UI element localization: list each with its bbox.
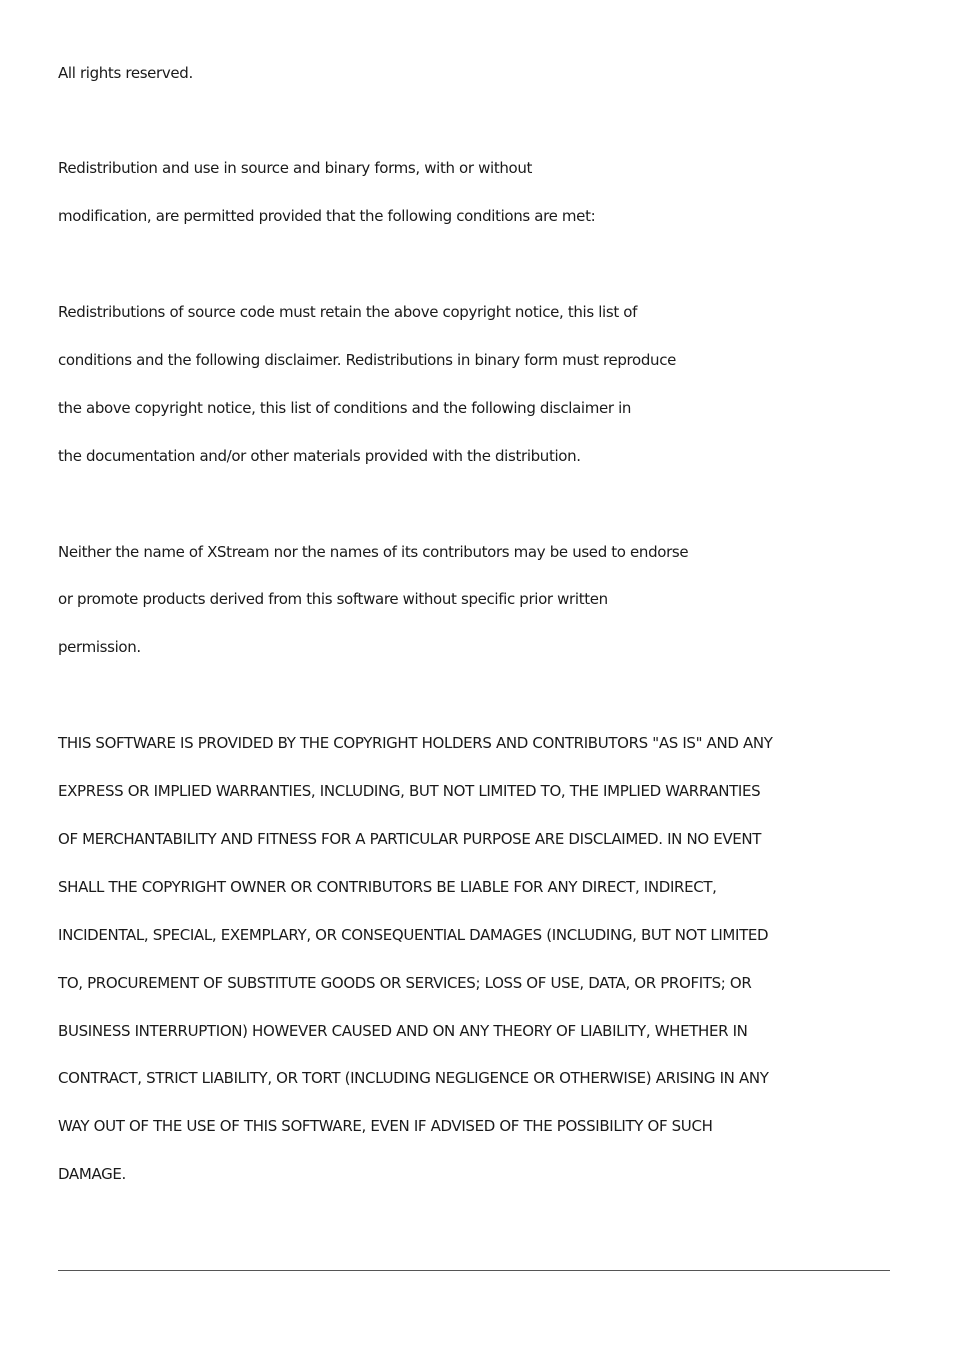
source-condition-line-2: conditions and the following disclaimer. Redistributions in binary form must reproduce bbox=[58, 351, 676, 369]
disclaimer-line-8: CONTRACT, STRICT LIABILITY, OR TORT (INCLUDING NEGLIGENCE OR OTHERWISE) ARISING IN ANY bbox=[58, 1069, 769, 1087]
endorse-condition-line-2: or promote products derived from this software without specific prior written bbox=[58, 590, 608, 608]
source-condition-line-4: the documentation and/or other materials provided with the distribution. bbox=[58, 447, 581, 465]
disclaimer-line-10: DAMAGE. bbox=[58, 1165, 126, 1183]
redistribution-line-2: modification, are permitted provided that the following conditions are met: bbox=[58, 207, 596, 225]
disclaimer-line-7: BUSINESS INTERRUPTION) HOWEVER CAUSED AND ON ANY THEORY OF LIABILITY, WHETHER IN bbox=[58, 1022, 748, 1040]
disclaimer-line-2: EXPRESS OR IMPLIED WARRANTIES, INCLUDING, BUT NOT LIMITED TO, THE IMPLIED WARRANTIES bbox=[58, 782, 761, 800]
source-condition-line-1: Redistributions of source code must retain the above copyright notice, this list of bbox=[58, 303, 638, 321]
disclaimer-line-1: THIS SOFTWARE IS PROVIDED BY THE COPYRIGHT HOLDERS AND CONTRIBUTORS "AS IS" AND ANY bbox=[58, 734, 773, 752]
disclaimer-line-3: OF MERCHANTABILITY AND FITNESS FOR A PARTICULAR PURPOSE ARE DISCLAIMED. IN NO EVENT bbox=[58, 830, 762, 848]
redistribution-line-1: Redistribution and use in source and binary forms, with or without bbox=[58, 159, 533, 177]
bottom-divider bbox=[58, 1270, 890, 1271]
disclaimer-line-6: TO, PROCUREMENT OF SUBSTITUTE GOODS OR SERVICES; LOSS OF USE, DATA, OR PROFITS; OR bbox=[58, 974, 752, 992]
endorse-condition-line-1: Neither the name of XStream nor the names of its contributors may be used to endorse bbox=[58, 543, 689, 561]
endorse-condition-line-3: permission. bbox=[58, 638, 141, 656]
disclaimer-line-5: INCIDENTAL, SPECIAL, EXEMPLARY, OR CONSEQUENTIAL DAMAGES (INCLUDING, BUT NOT LIMITED bbox=[58, 926, 769, 944]
disclaimer-line-9: WAY OUT OF THE USE OF THIS SOFTWARE, EVEN IF ADVISED OF THE POSSIBILITY OF SUCH bbox=[58, 1117, 713, 1135]
disclaimer-line-4: SHALL THE COPYRIGHT OWNER OR CONTRIBUTORS BE LIABLE FOR ANY DIRECT, INDIRECT, bbox=[58, 878, 717, 896]
rights-line: All rights reserved. bbox=[58, 64, 193, 82]
source-condition-line-3: the above copyright notice, this list of conditions and the following disclaimer in bbox=[58, 399, 632, 417]
